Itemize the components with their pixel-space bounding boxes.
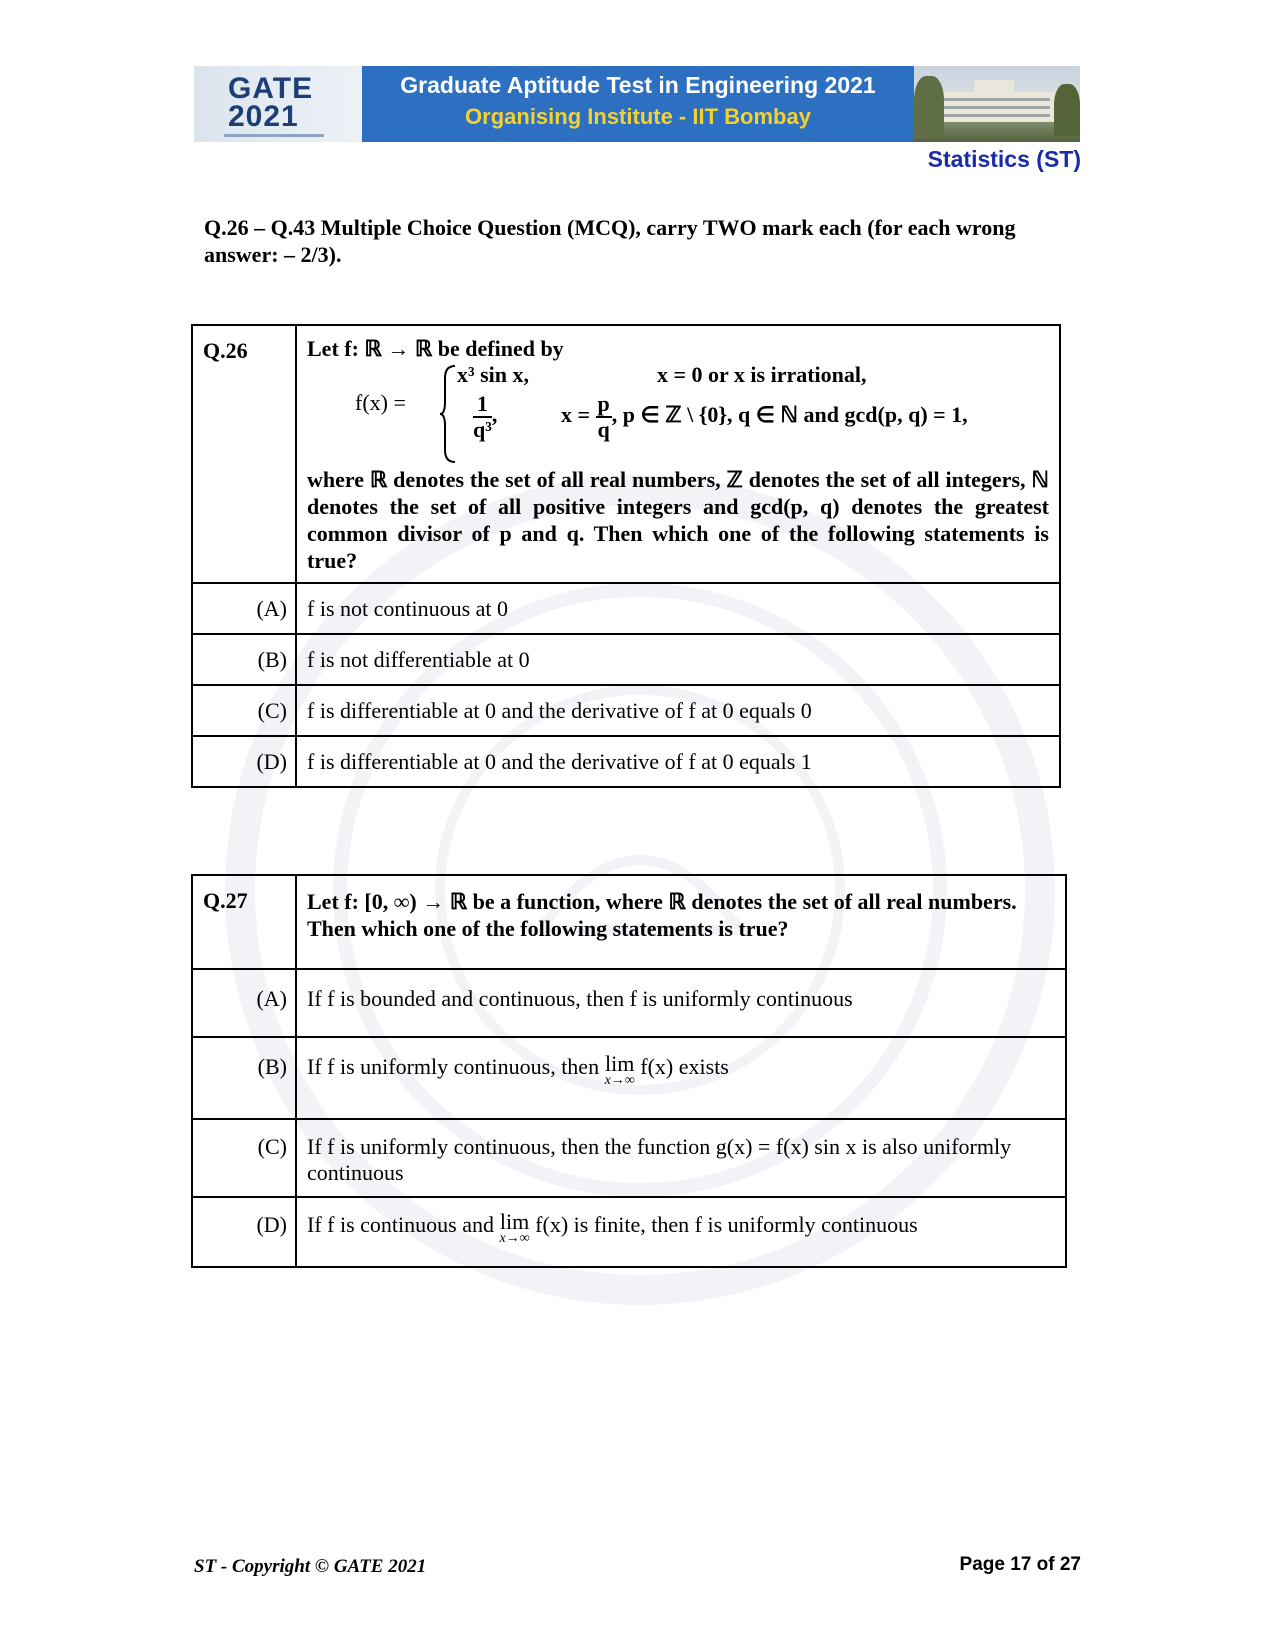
option-label: (A) <box>192 583 296 634</box>
case2-cond-num: p <box>597 391 610 416</box>
option-label: (C) <box>192 1119 296 1197</box>
option-text: If f is uniformly continuous, then the function g(x) = f(x) sin x is also uniformly continuous <box>296 1119 1066 1197</box>
lim-word: lim <box>499 1209 530 1234</box>
option-row[interactable] <box>192 1197 1066 1267</box>
option-label: (D) <box>192 1197 296 1267</box>
case2-cond-rest: , p ∈ ℤ \ {0}, q ∈ ℕ and gcd(p, q) = 1, <box>611 402 968 428</box>
case2-cond-lhs: x = <box>561 402 591 428</box>
footer-page-number: Page 17 of 27 <box>959 1554 1081 1575</box>
limit-operator <box>499 1209 530 1246</box>
option-text <box>296 1037 1066 1119</box>
question-number: Q.27 <box>192 875 296 969</box>
option-text: f is differentiable at 0 and the derivative of f at 0 equals 1 <box>296 736 1060 787</box>
question-number: Q.26 <box>192 325 296 583</box>
option-row[interactable] <box>192 634 1060 685</box>
banner-subtitle: Organising Institute - IIT Bombay <box>465 104 811 129</box>
option-row[interactable] <box>192 583 1060 634</box>
option-text: If f is bounded and continuous, then f is uniformly continuous <box>296 969 1066 1037</box>
option-text: f is not continuous at 0 <box>296 583 1060 634</box>
stem-intro: Let f: ℝ → ℝ be defined by <box>307 336 564 361</box>
institute-building-photo <box>914 66 1080 142</box>
option-row[interactable] <box>192 969 1066 1037</box>
paper-code: Statistics (ST) <box>927 146 1081 172</box>
question-stem <box>296 325 1060 583</box>
case2-condition <box>561 392 968 442</box>
gate-logo <box>194 66 362 142</box>
case2-den: q³ <box>473 417 492 442</box>
option-row[interactable] <box>192 1037 1066 1119</box>
limit-operator <box>604 1051 635 1088</box>
option-label: (A) <box>192 969 296 1037</box>
header-banner <box>194 66 1080 142</box>
option-pre: If f is continuous and <box>307 1212 494 1237</box>
case1-value: x³ sin x, <box>457 362 530 387</box>
option-post: f(x) is finite, then f is uniformly continuous <box>535 1212 918 1237</box>
lim-word: lim <box>605 1051 635 1076</box>
question-27 <box>191 874 1067 1268</box>
logo-underline <box>224 134 324 137</box>
left-brace <box>439 364 457 464</box>
piecewise-lhs: f(x) = <box>355 390 406 415</box>
logo-year: 2021 <box>228 100 299 133</box>
option-label: (B) <box>192 634 296 685</box>
case2-num: 1 <box>473 392 492 418</box>
option-label: (B) <box>192 1037 296 1119</box>
option-row[interactable] <box>192 736 1060 787</box>
option-text: f is differentiable at 0 and the derivative of f at 0 equals 0 <box>296 685 1060 736</box>
lim-subscript: x→∞ <box>604 1073 635 1088</box>
stem-rest: where ℝ denotes the set of all real numbers, ℤ denotes the set of all integers, ℕ denotes the set of all positive integers and gcd(p, q) denotes the greatest common divisor of p and q. Then which one of the following statements is true? <box>307 467 1049 573</box>
option-label: (D) <box>192 736 296 787</box>
option-label: (C) <box>192 685 296 736</box>
case1-condition: x = 0 or x is irrational, <box>657 362 867 387</box>
logo-word: GATE <box>228 72 314 105</box>
case2-cond-den: q <box>597 417 610 442</box>
piecewise-definition <box>307 362 1049 466</box>
section-heading: Q.26 – Q.43 Multiple Choice Question (MCQ), carry TWO mark each (for each wrong answer: – 2/3). <box>204 215 1016 267</box>
case2-value: $\frac{1}{\text{q³}}$ , <box>473 391 498 442</box>
question-26 <box>191 324 1061 788</box>
option-row[interactable] <box>192 685 1060 736</box>
banner-title-box <box>362 66 914 142</box>
option-text: f is not differentiable at 0 <box>296 634 1060 685</box>
lim-subscript: x→∞ <box>499 1231 530 1246</box>
option-post: f(x) exists <box>640 1054 729 1079</box>
footer-copyright: ST - Copyright © GATE 2021 <box>194 1556 427 1577</box>
option-text <box>296 1197 1066 1267</box>
option-row[interactable] <box>192 1119 1066 1197</box>
question-stem: Let f: [0, ∞) → ℝ be a function, where ℝ denotes the set of all real numbers. Then which one of the following statements is true? <box>296 875 1066 969</box>
option-pre: If f is uniformly continuous, then <box>307 1054 600 1079</box>
banner-title: Graduate Aptitude Test in Engineering 2021 <box>400 72 876 98</box>
